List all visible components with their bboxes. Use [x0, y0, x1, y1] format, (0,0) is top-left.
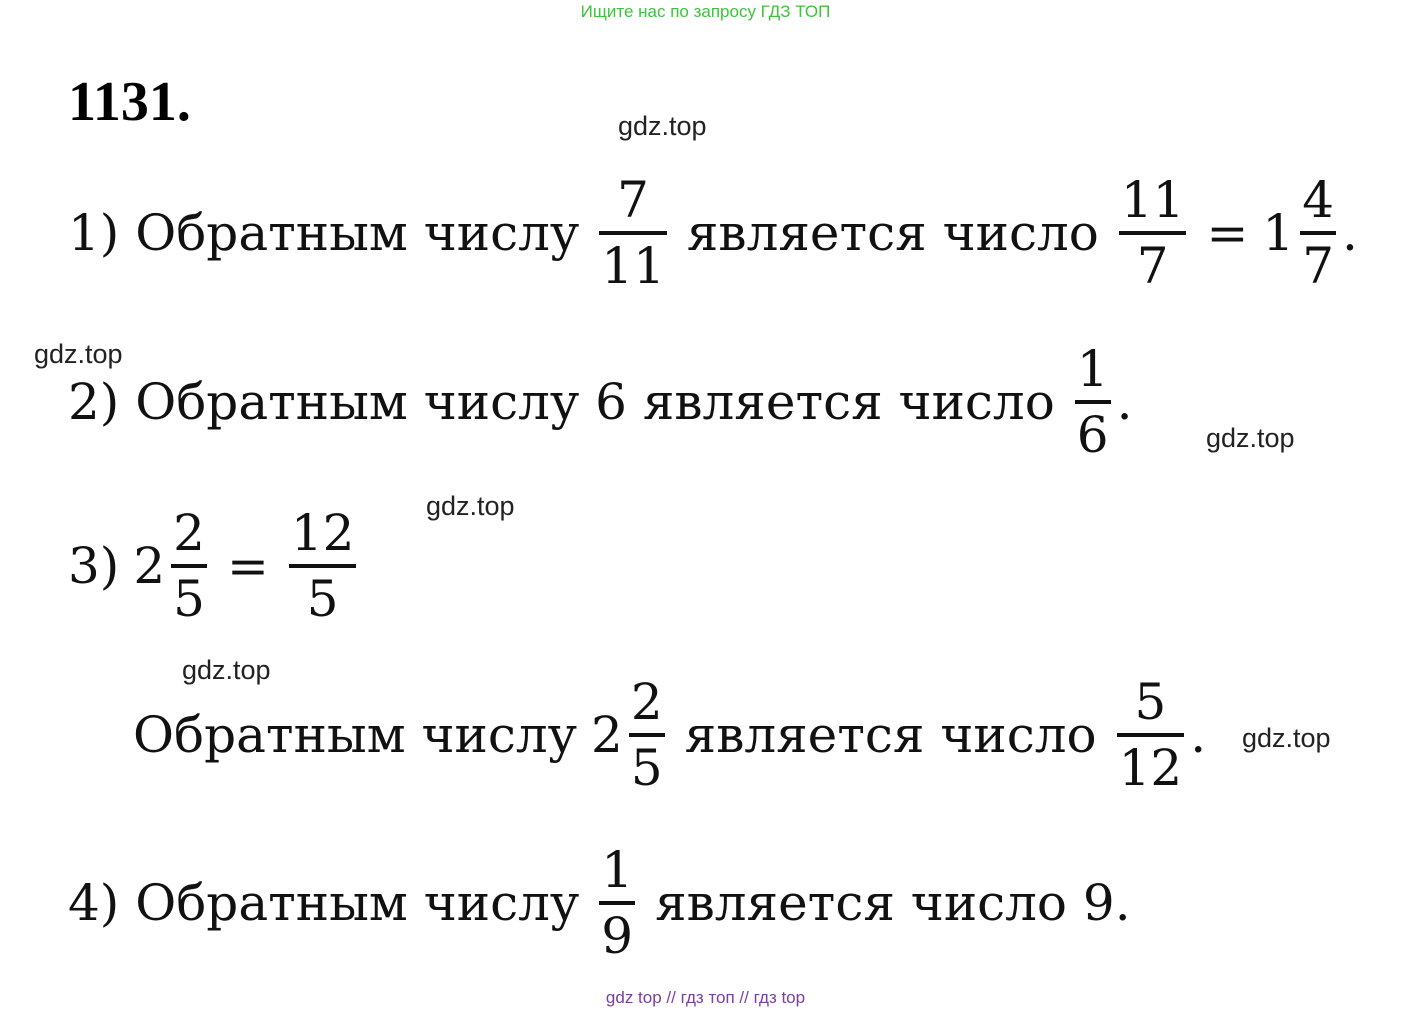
line-text: 1) Обратным числу [68, 204, 580, 262]
period: . [1190, 706, 1207, 764]
answer-line-2 [68, 340, 1133, 464]
denominator: 7 [1136, 237, 1169, 295]
watermark: gdz.top [618, 111, 707, 141]
watermark: gdz.top [182, 655, 271, 685]
denominator: 5 [173, 570, 205, 628]
fraction [629, 673, 665, 797]
fraction [1119, 171, 1187, 295]
line-text: Обратным числу [133, 706, 578, 764]
numerator: 5 [1134, 673, 1167, 731]
denominator: 6 [1076, 406, 1109, 464]
answer-line-3-continuation [133, 673, 1207, 797]
denominator: 7 [1302, 237, 1334, 295]
header-banner: Ищите нас по запросу ГДЗ ТОП [580, 2, 831, 21]
equals-sign: = [226, 537, 269, 595]
whole-part: 1 [1262, 204, 1295, 262]
watermark: gdz.top [426, 491, 515, 521]
denominator: 9 [601, 907, 634, 965]
fraction [1117, 673, 1185, 797]
numerator: 2 [630, 673, 663, 731]
denominator: 11 [601, 237, 665, 295]
fraction [599, 171, 667, 295]
problem-number: 1131. [68, 71, 191, 133]
line-text: является число [684, 706, 1097, 764]
numerator: 2 [173, 504, 205, 562]
answer-line-4 [68, 841, 1131, 965]
answer-line-3 [68, 504, 362, 628]
whole-part: 2 [591, 706, 623, 764]
numerator: 1 [601, 841, 634, 899]
equals-sign: = [1206, 204, 1249, 262]
watermark: gdz.top [34, 339, 123, 369]
line-text: 4) Обратным числу [68, 874, 580, 932]
watermark: gdz.top [1206, 423, 1295, 453]
period: . [1116, 373, 1133, 431]
line-text: 2) Обратным числу 6 является число [68, 373, 1055, 431]
whole-part: 2 [133, 537, 166, 595]
fraction [289, 504, 357, 628]
denominator: 12 [1118, 739, 1183, 797]
fraction [1075, 340, 1111, 464]
numerator: 1 [1076, 340, 1109, 398]
numerator: 4 [1302, 171, 1334, 229]
fraction [1300, 171, 1336, 295]
watermark: gdz.top [1242, 723, 1331, 753]
line-text: является число 9. [655, 874, 1131, 932]
fraction [599, 841, 635, 965]
footer-links: gdz top // гдз топ // гдз top [605, 988, 806, 1007]
denominator: 5 [306, 570, 339, 628]
numerator: 7 [617, 171, 649, 229]
numerator: 11 [1120, 171, 1185, 229]
denominator: 5 [630, 739, 663, 797]
numerator: 12 [290, 504, 355, 562]
period: . [1342, 204, 1358, 262]
answer-line-1 [68, 171, 1358, 295]
fraction [171, 504, 207, 628]
line-text: является число [686, 204, 1099, 262]
line-text: 3) [68, 537, 120, 595]
